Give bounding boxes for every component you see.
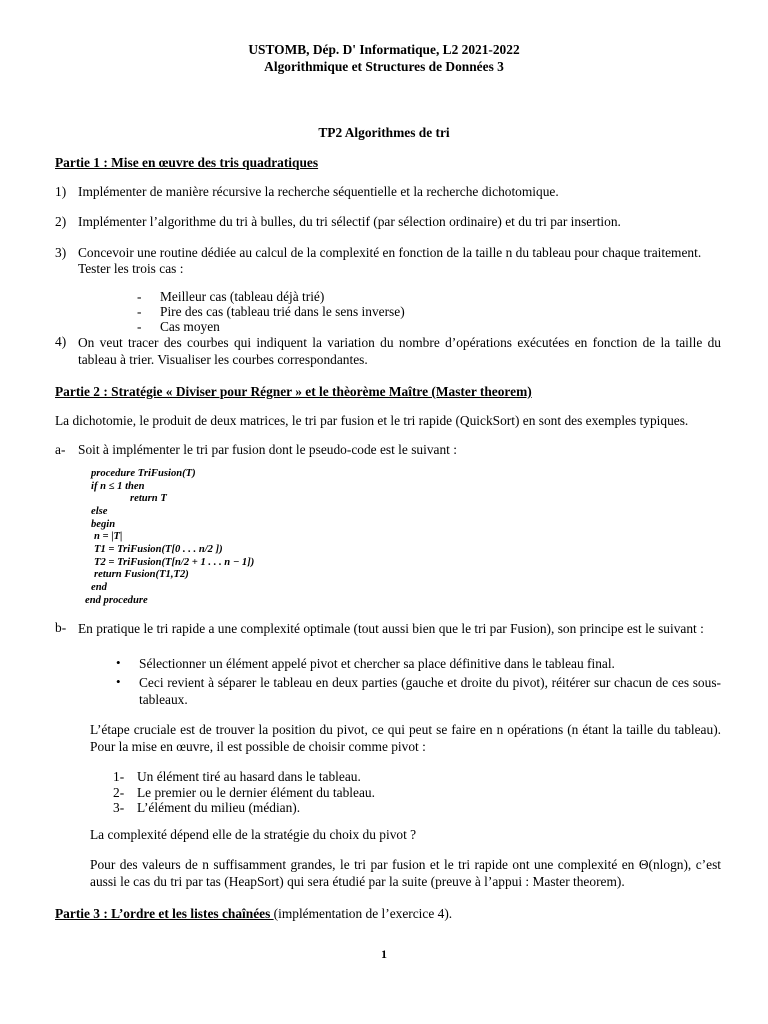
part2-intro: La dichotomie, le produit de deux matrices, le tri par fusion et le tri rapide (QuickSort) en sont des exemples typiques. bbox=[55, 413, 689, 428]
case-worst: Pire des cas (tableau trié dans le sens inverse) bbox=[160, 304, 405, 319]
part2-crucial: L’étape cruciale est de trouver la position du pivot, ce qui peut se faire en n opérations (n étant la taille du tableau). Pour la mise en œuvre, il est possible de choisir comme pivot : bbox=[90, 722, 721, 754]
choice-1-text: Un élément tiré au hasard dans le tableau. bbox=[137, 769, 361, 784]
bullet-dot-1: • bbox=[116, 655, 121, 670]
code-line-8: T2 = TriFusion(T[n/2 + 1 . . . n − 1]) bbox=[94, 557, 255, 568]
code-line-10: end bbox=[91, 582, 107, 593]
page-number: 1 bbox=[381, 947, 387, 961]
part3-heading: Partie 3 : L’ordre et les listes chaînées bbox=[55, 906, 274, 921]
choice-2-num: 2- bbox=[113, 785, 125, 800]
part1-item-4-text: On veut tracer des courbes qui indiquent la variation du nombre d’opérations exécutées en fonction de la taille du tableau à trier. Visualiser les courbes correspondantes. bbox=[78, 335, 721, 367]
choice-1-num: 1- bbox=[113, 769, 125, 784]
code-line-2: if n ≤ 1 then bbox=[91, 481, 145, 492]
part1-item-4-num: 4) bbox=[55, 334, 67, 349]
part1-item-3-num: 3) bbox=[55, 245, 67, 260]
part1-item-1-num: 1) bbox=[55, 184, 67, 199]
case-dash-3: - bbox=[137, 319, 142, 334]
part1-heading: Partie 1 : Mise en œuvre des tris quadratiques bbox=[55, 155, 319, 170]
case-best: Meilleur cas (tableau déjà trié) bbox=[160, 289, 325, 304]
choice-3-text: L’élément du milieu (médian). bbox=[137, 800, 301, 815]
code-line-7: T1 = TriFusion(T[0 . . . n/2 ]) bbox=[94, 544, 223, 555]
case-dash-1: - bbox=[137, 289, 142, 304]
code-line-6: n = |T| bbox=[94, 531, 123, 542]
part1-item-2-text: Implémenter l’algorithme du tri à bulles, du tri sélectif (par sélection ordinaire) et du tri par insertion. bbox=[78, 214, 621, 229]
code-line-4: else bbox=[91, 506, 108, 517]
code-line-3: return T bbox=[130, 493, 167, 504]
part2-a-label: a- bbox=[55, 442, 66, 457]
part3-rest: (implémentation de l’exercice 4). bbox=[273, 906, 453, 921]
choice-3-num: 3- bbox=[113, 800, 125, 815]
choice-2-text: Le premier ou le dernier élément du tableau. bbox=[137, 785, 375, 800]
part2-a-text: Soit à implémenter le tri par fusion dont le pseudo-code est le suivant : bbox=[78, 442, 457, 457]
code-line-1: procedure TriFusion(T) bbox=[91, 468, 196, 479]
case-average: Cas moyen bbox=[160, 319, 220, 334]
page-title: TP2 Algorithmes de tri bbox=[318, 125, 450, 140]
part1-item-3-text-1: Concevoir une routine dédiée au calcul de la complexité en fonction de la taille n du tableau pour chaque traitement. bbox=[78, 245, 702, 260]
bullet-dot-2: • bbox=[116, 674, 121, 689]
bullet-1-text: Sélectionner un élément appelé pivot et chercher sa place définitive dans le tableau final. bbox=[139, 656, 615, 671]
part1-item-2-num: 2) bbox=[55, 214, 67, 229]
code-line-5: begin bbox=[91, 519, 116, 530]
part2-heading: Partie 2 : Stratégie « Diviser pour Régner » et le thèorème Maître (Master theorem) bbox=[55, 384, 532, 399]
bullet-2-text: Ceci revient à séparer le tableau en deux parties (gauche et droite du pivot), réitérer sur chacun de ces sous-tableaux. bbox=[139, 675, 721, 707]
header-line-1: USTOMB, Dép. D' Informatique, L2 2021-2022 bbox=[248, 42, 520, 57]
part2-question: La complexité dépend elle de la stratégie du choix du pivot ? bbox=[90, 827, 417, 842]
header-line-2: Algorithmique et Structures de Données 3 bbox=[264, 59, 504, 74]
code-line-11: end procedure bbox=[85, 595, 148, 606]
part2-final: Pour des valeurs de n suffisamment grandes, le tri par fusion et le tri rapide ont une complexité en Θ(nlogn), c’est aussi le cas du tri par tas (HeapSort) qui sera étudié par la suite (preuve à l’appui : Master theorem). bbox=[90, 857, 721, 889]
part1-item-1-text: Implémenter de manière récursive la recherche séquentielle et la recherche dichotomique. bbox=[78, 184, 559, 199]
part2-b-text: En pratique le tri rapide a une complexité optimale (tout aussi bien que le tri par Fusion), son principe est le suivant : bbox=[78, 621, 704, 636]
part1-item-3-text-2: Tester les trois cas : bbox=[78, 261, 184, 276]
part3-heading-line bbox=[55, 906, 452, 922]
part2-b-label: b- bbox=[55, 620, 67, 635]
code-line-9: return Fusion(T1,T2) bbox=[94, 569, 189, 580]
case-dash-2: - bbox=[137, 304, 142, 319]
